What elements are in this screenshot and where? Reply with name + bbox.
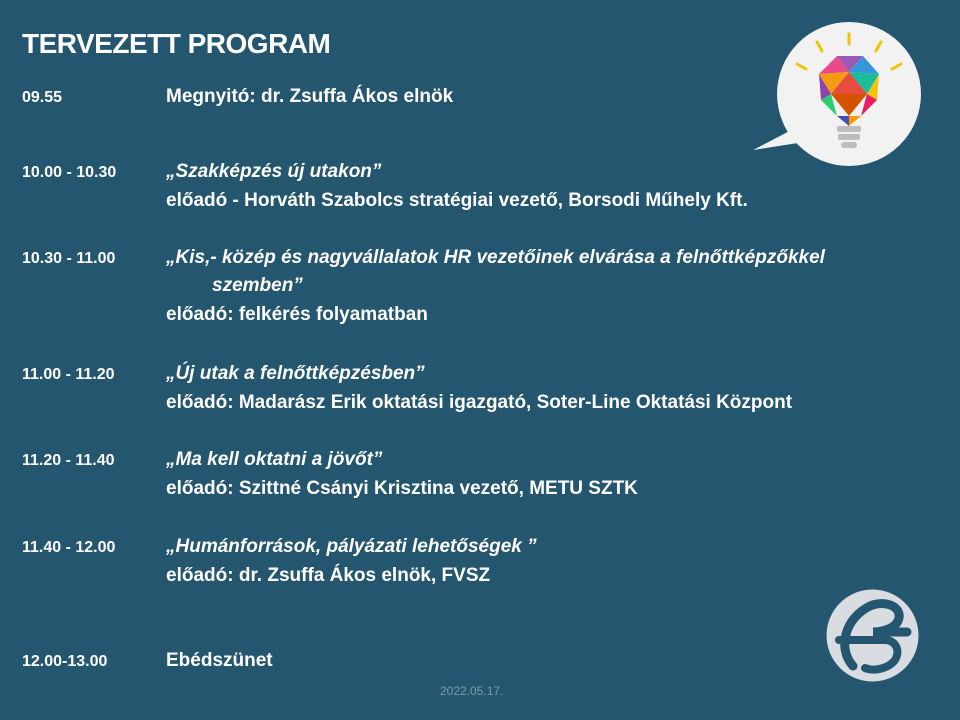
talk-title-continued: szemben”	[212, 275, 303, 296]
talk-title: „Új utak a felnőttképzésben”	[166, 363, 425, 384]
speaker-line: előadó: dr. Zsuffa Ákos elnök, FVSZ	[166, 565, 491, 586]
program-time: 10.00 - 10.30	[22, 164, 117, 181]
talk-title: „Szakképzés új utakon”	[166, 161, 382, 182]
program-time: 11.40 - 12.00	[22, 539, 116, 556]
footer-date: 2022.05.17.	[440, 684, 504, 698]
program-time: 09.55	[22, 89, 63, 106]
talk-title: „Humánforrások, pályázati lehetőségek ”	[166, 536, 537, 557]
program-time: 10.30 - 11.00	[22, 250, 116, 267]
lightbulb-speech-bubble-icon	[745, 22, 930, 172]
talk-title: „Kis,- közép és nagyvállalatok HR vezetőinek elvárása a felnőttképzőkkel	[166, 247, 825, 268]
program-time: 12.00-13.00	[22, 653, 108, 670]
program-item: Ebédszünet	[166, 650, 273, 671]
program-time: 11.00 - 11.20	[22, 366, 115, 383]
organization-logo-icon	[825, 588, 920, 683]
talk-title: „Ma kell oktatni a jövőt”	[166, 449, 383, 470]
speaker-line: előadó - Horváth Szabolcs stratégiai vezető, Borsodi Műhely Kft.	[166, 190, 748, 211]
speaker-line: előadó: Szittné Csányi Krisztina vezető, METU SZTK	[166, 478, 638, 499]
speaker-line: előadó: felkérés folyamatban	[166, 304, 428, 325]
speaker-line: előadó: Madarász Erik oktatási igazgató, Soter-Line Oktatási Központ	[166, 392, 793, 413]
program-item: Megnyitó: dr. Zsuffa Ákos elnök	[166, 86, 454, 107]
program-time: 11.20 - 11.40	[22, 452, 115, 469]
page-title: TERVEZETT PROGRAM	[22, 28, 331, 59]
